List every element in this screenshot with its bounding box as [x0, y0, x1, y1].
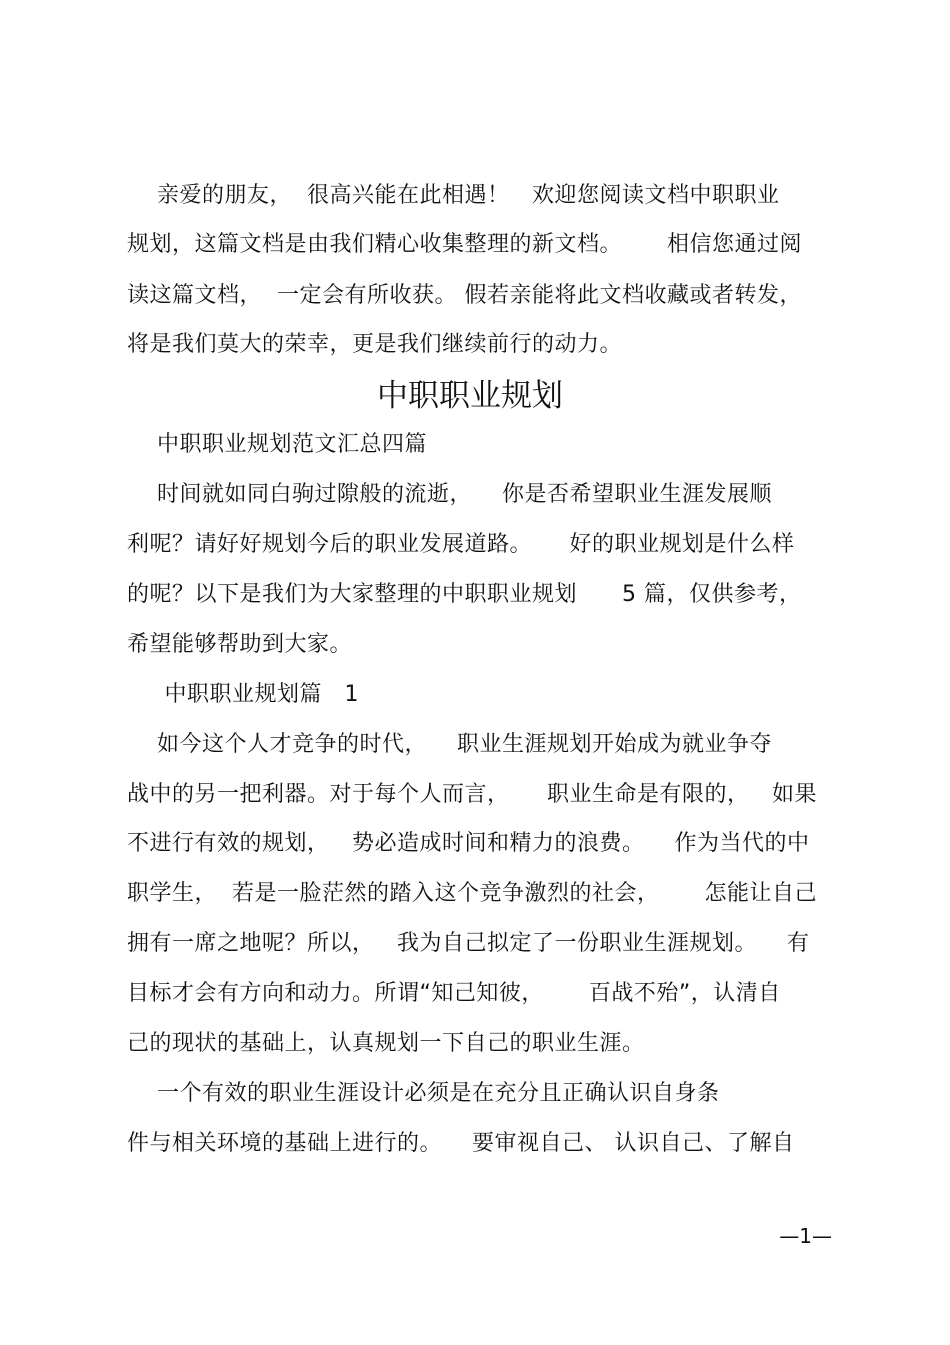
page-number: —1—	[779, 1224, 832, 1248]
paragraph-line: 目标才会有方向和动力。所谓“知己知彼， 百战不殆”，认清自	[127, 981, 781, 1006]
section-heading: 中职职业规划篇 1	[127, 682, 359, 707]
paragraph-line: 己的现状的基础上，认真规划一下自己的职业生涯。	[127, 1031, 645, 1056]
document-subtitle: 中职职业规划范文汇总四篇	[127, 432, 427, 457]
paragraph-line: 拥有一席之地呢？所以， 我为自己拟定了一份职业生涯规划。 有	[127, 931, 810, 956]
paragraph-line: 不进行有效的规划， 势必造成时间和精力的浪费。 作为当代的中	[127, 831, 810, 856]
paragraph-line: 一个有效的职业生涯设计必须是在充分且正确认识自身条	[127, 1081, 720, 1106]
intro-line: 读这篇文档， 一定会有所收获。 假若亲能将此文档收藏或者转发，	[127, 283, 802, 308]
paragraph-line: 战中的另一把利器。对于每个人而言， 职业生命是有限的， 如果	[127, 782, 817, 807]
paragraph-line: 如今这个人才竞争的时代， 职业生涯规划开始成为就业争夺	[127, 732, 772, 757]
paragraph-line: 件与相关环境的基础上进行的。 要审视自己、 认识自己、了解自	[127, 1131, 795, 1156]
paragraph-line: 利呢？请好好规划今后的职业发展道路。 好的职业规划是什么样	[127, 532, 795, 557]
intro-line: 规划，这篇文档是由我们精心收集整理的新文档。 相信您通过阅	[127, 232, 802, 257]
document-title: 中职职业规划	[377, 378, 563, 414]
paragraph-line: 时间就如同白驹过隙般的流逝， 你是否希望职业生涯发展顺	[127, 482, 772, 507]
paragraph-line: 希望能够帮助到大家。	[127, 632, 353, 657]
paragraph-line: 的呢？以下是我们为大家整理的中职职业规划 5 篇，仅供参考，	[127, 582, 802, 607]
intro-line: 亲爱的朋友， 很高兴能在此相遇！ 欢迎您阅读文档中职职业	[127, 183, 780, 208]
paragraph-line: 职学生， 若是一脸茫然的踏入这个竞争激烈的社会， 怎能让自己	[127, 881, 817, 906]
intro-line: 将是我们莫大的荣幸，更是我们继续前行的动力。	[127, 332, 623, 357]
